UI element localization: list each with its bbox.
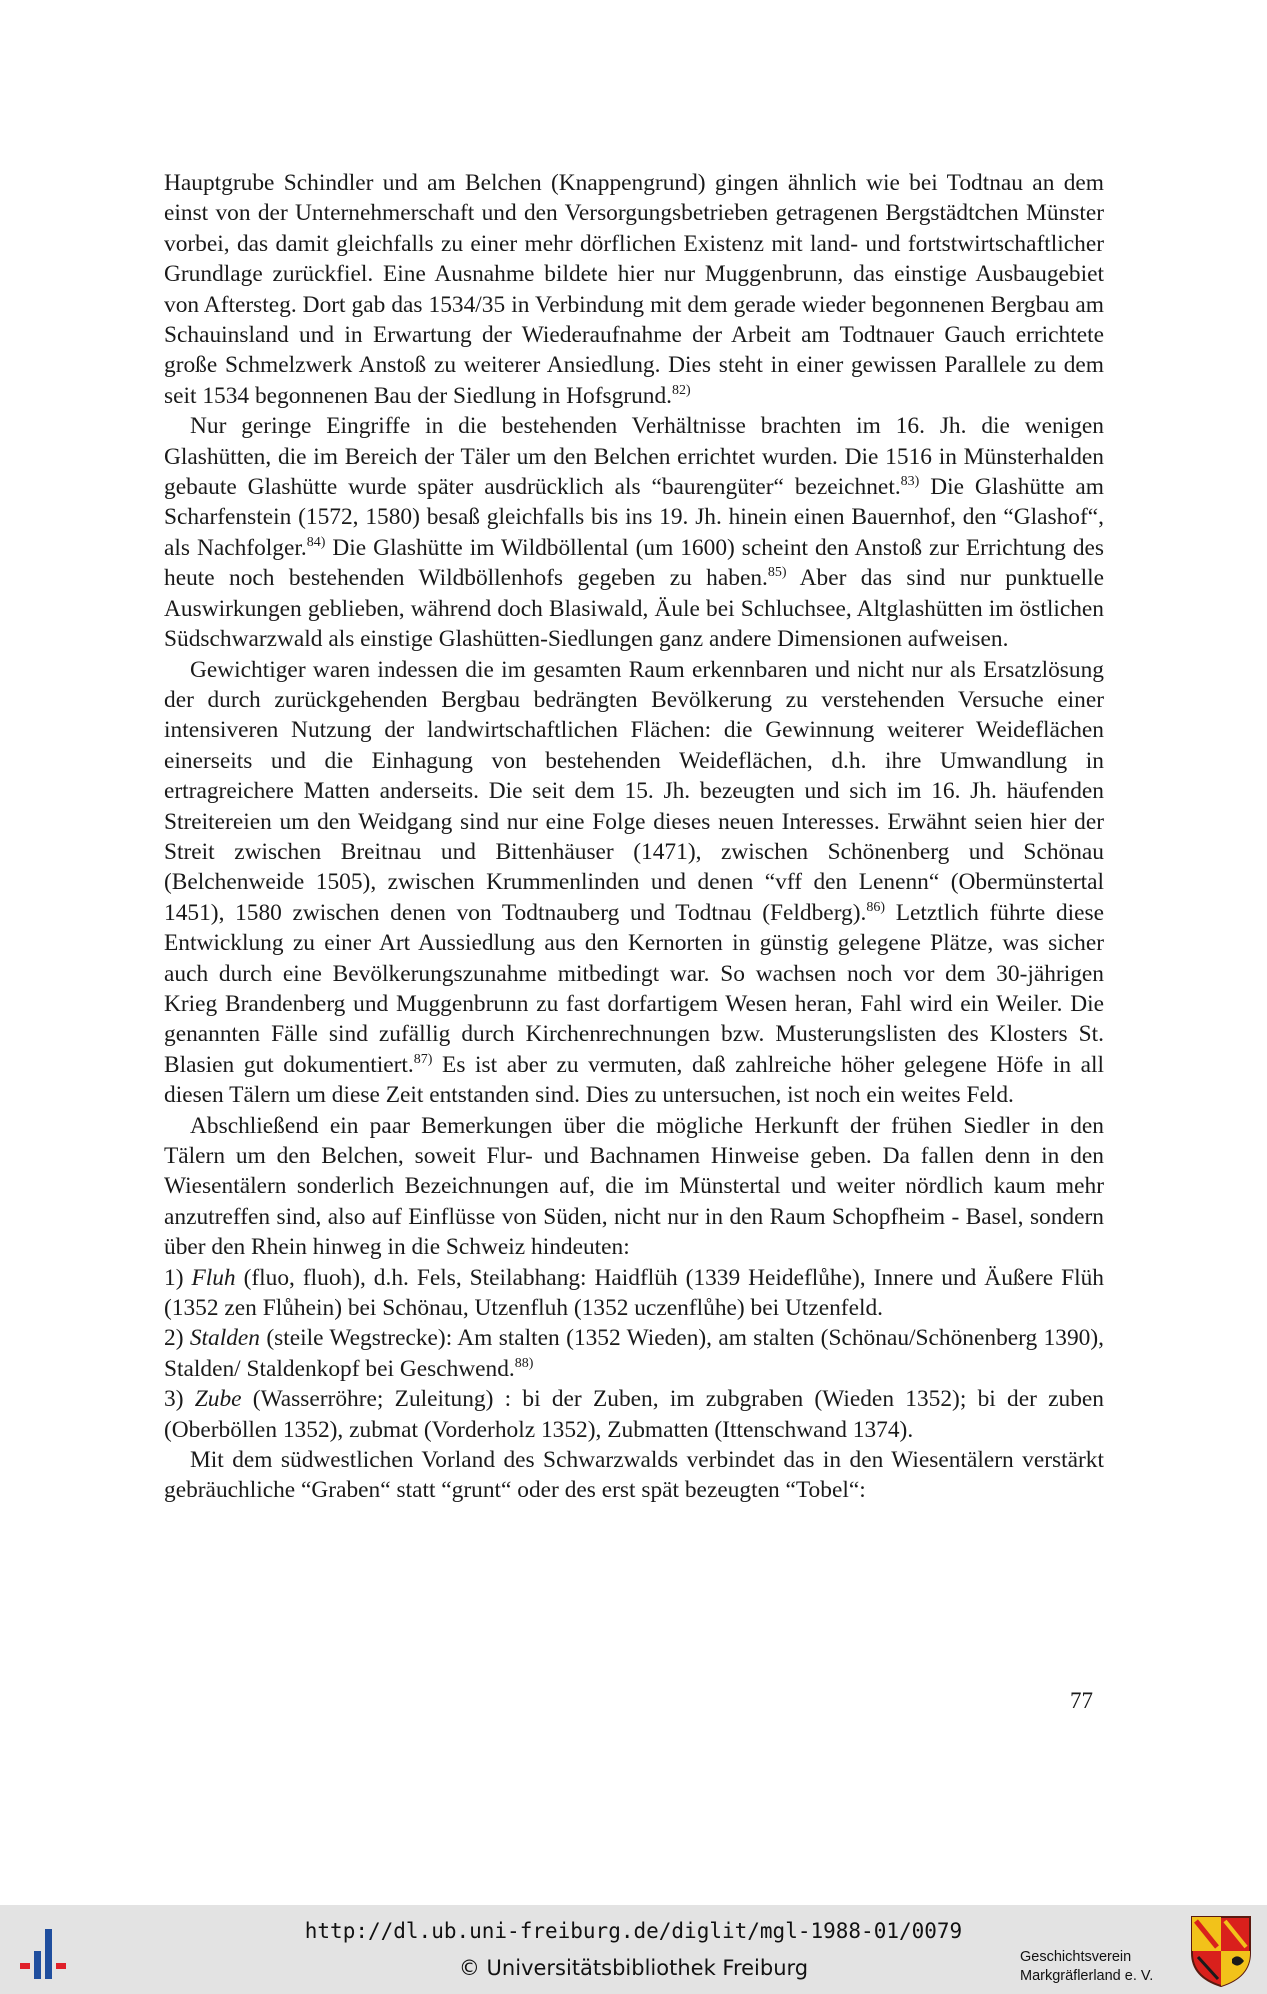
association-name: Geschichtsverein Markgräflerland e. V. bbox=[1020, 1949, 1154, 1984]
paragraph: Gewichtiger waren indessen die im gesamten Raum erkennbaren und nicht nur als Ersatzlösung der durch zurückgehenden Bergbau bedrängten Bevölkerung zu verstehenden Versuche einer intensiveren Nutzung der landwirtschaftlichen Flächen: die Gewinnung weiterer Weideflächen einerseits und die Einhagung von bestehenden Weideflächen, d.h. ihre Umwandlung in ertragreichere Matten anderseits. Die seit dem 15. Jh. bezeugten und sich im 16. Jh. häufenden Streitereien um den Weidgang sind nur eine Folge dieses neuen Interesses. Erwähnt seien hier der Streit zwischen Breitnau und Bittenhäuser (1471), zwischen Schönenberg und Schönau (Belchenweide 1505), zwischen Krummenlinden und denen “vff den Lenenn“ (Obermünstertal 1451), 1580 zwischen denen von Todtnauberg und Todtnau (Feldberg).$^{86)}$ Letztlich führte diese Entwicklung zu einer Art Aussiedlung aus den Kernorten in günstig gelegene Plätze, was sicher auch durch eine Bevölkerungszunahme mitbedingt war. So wachsen noch vor dem 30-jährigen Krieg Brandenberg und Muggenbrunn zu fast dorfartigem Wesen heran, Fahl wird ein Weiler. Die genannten Fälle sind zufällig durch Kirchenrechnungen bzw. Musterungslisten des Klosters St. Blasien gut dokumentiert.$^{87)}$ Es ist aber zu vermuten, daß zahlreiche höher gelegene Höfe in all diesen Tälern um diese Zeit entstanden sind. Dies zu untersuchen, ist noch ein weites Feld. bbox=[164, 656, 1105, 1109]
document-url[interactable]: http://dl.ub.uni-freiburg.de/diglit/mgl-1988-01/0079 bbox=[304, 1919, 963, 1943]
coat-of-arms-icon bbox=[1188, 1913, 1254, 1989]
list-item: 3) Zube (Wasserröhre; Zuleitung) : bi der Zuben, im zubgraben (Wieden 1352); bi der zuben (Oberböllen 1352), zubmat (Vorderholz 1352), Zubmatten (Ittenschwand 1374). bbox=[164, 1386, 1104, 1443]
footnote-ref: 88) bbox=[514, 1355, 534, 1371]
paragraph: Mit dem südwestlichen Vorland des Schwarzwalds verbindet das in den Wiesentälern verstärkt gebräuchliche “Graben“ statt “grunt“ oder des erst spät bezeugten “Tobel“: bbox=[164, 1447, 1104, 1504]
footnote-ref: 86) bbox=[866, 899, 886, 915]
paragraph: Hauptgrube Schindler und am Belchen (Knappengrund) gingen ähnlich wie bei Todtnau an dem einst von der Unternehmerschaft und den Versorgungsbetrieben getragenen Bergstädtchen Münster vorbei, das damit gleichfalls zu einer mehr dörflichen Existenz mit land- und fortstwirtschaftlicher Grundlage zurückfiel. Eine Ausnahme bildete hier nur Muggenbrunn, das einstige Ausbaugebiet von Aftersteg. Dort gab das 1534/35 in Verbindung mit dem gerade wieder begonnenen Bergbau am Schauinsland und in Erwartung der Wiederaufnahme der Arbeit am Todtnauer Gauch errichtete große Schmelzwerk Anstoß zu weiterer Ansiedlung. Dies steht in einer gewissen Parallele zu dem seit 1534 begonnenen Bau der Siedlung in Hofsgrund.$^{82)}$ bbox=[164, 170, 1104, 409]
document-body bbox=[164, 168, 1104, 1506]
list-item: 2) Stalden (steile Wegstrecke): Am stalten (1352 Wieden), am stalten (Schönau/Schönenberg 1390), Stalden/ Staldenkopf bei Geschwend.$^{88)}$ bbox=[164, 1325, 1104, 1382]
footnote-ref: 85) bbox=[767, 565, 787, 581]
paragraph: Abschließend ein paar Bemerkungen über die mögliche Herkunft der frühen Siedler in den Tälern um den Belchen, soweit Flur- und Bachnamen Hinweise geben. Da fallen denn in den Wiesentälern sonderlich Bezeichnungen auf, die im Münstertal und weiter nördlich kaum mehr anzutreffen sind, also auf Einflüsse von Süden, nicht nur in den Raum Schopfheim - Basel, sondern über den Rhein hinweg in die Schweiz hindeuten: bbox=[164, 1112, 1104, 1261]
list-item: 1) Fluh (fluo, fluoh), d.h. Fels, Steilabhang: Haidflüh (1339 Heideflůhe), Innere und Äußere Flüh (1352 zen Flůhein) bei Schönau, Utzenfluh (1352 uczenflůhe) bei Utzenfeld. bbox=[164, 1264, 1104, 1322]
footnote-ref: 82) bbox=[672, 382, 691, 398]
footer-bar bbox=[0, 1905, 1267, 1994]
copyright-text: © Universitätsbibliothek Freiburg bbox=[458, 1956, 809, 1980]
footnote-ref: 83) bbox=[900, 474, 920, 490]
footnote-ref: 84) bbox=[306, 534, 326, 550]
footnote-ref: 87) bbox=[413, 1051, 433, 1067]
paragraph: Nur geringe Eingriffe in die bestehenden Verhältnisse brachten im 16. Jh. die wenigen Glashütten, die im Bereich der Täler um den Belchen errichtet wurden. Die 1516 in Münsterhalden gebaute Glashütte wurde später ausdrücklich als “baurengüter“ bezeichnet.$^{83)}$ Die Glashütte am Scharfenstein (1572, 1580) besaß gleichfalls bis ins 19. Jh. hinein einen Bauernhof, den “Glashof“, als Nachfolger.$^{84)}$ Die Glashütte im Wildböllental (um 1600) scheint den Anstoß zur Errichtung des heute noch bestehenden Wildböllenhofs gegeben zu haben.$^{85)}$ Aber das sind nur punktuelle Auswirkungen geblieben, während doch Blasiwald, Äule bei Schluchsee, Altglashütten im östlichen Südschwarzwald als einstige Glashütten-Siedlungen ganz andere Dimensionen aufweisen. bbox=[164, 413, 1105, 653]
page-number: 77 bbox=[1070, 1688, 1093, 1713]
